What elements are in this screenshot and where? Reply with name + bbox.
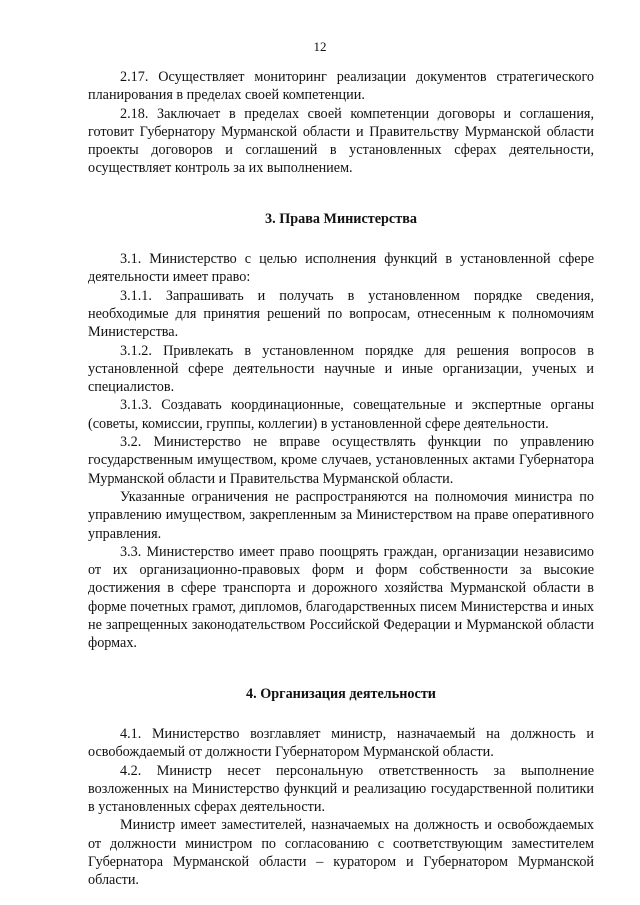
paragraph-2-18: 2.18. Заключает в пределах своей компетенции договоры и соглашения, готовит Губернатору Мурманской области и Правительству Мурманской области проекты договоров и соглашений в установленных сферах деятельности, осуществляет контроль за их выполнением. <box>88 105 594 177</box>
section-4-title: 4. Организация деятельности <box>246 685 436 702</box>
document-body <box>88 68 594 890</box>
paragraph-3-1-3: 3.1.3. Создавать координационные, совещательные и экспертные органы (советы, комиссии, группы, коллегии) в установленной сфере деятельности. <box>88 397 594 432</box>
paragraph-3-1-1: 3.1.1. Запрашивать и получать в установленном порядке сведения, необходимые для принятия решений по вопросам, отнесенным к полномочиям Министерства. <box>88 287 594 341</box>
paragraph-3-1: 3.1. Министерство с целью исполнения функций в установленной сфере деятельности имеет право: <box>88 251 594 286</box>
section-3-title: 3. Права Министерства <box>265 210 417 227</box>
paragraph-restrictions: Указанные ограничения не распространяются на полномочия министра по управлению имуществом, закрепленным за Министерством на праве оперативного управления. <box>88 488 594 542</box>
paragraph-4-2: 4.2. Министр несет персональную ответственность за выполнение возложенных на Министерство функций и реализацию государственной политики в установленных сферах деятельности. <box>88 762 594 816</box>
paragraph-3-3: 3.3. Министерство имеет право поощрять граждан, организации независимо от их организационно-правовых форм и форм собственности за высокие достижения в сфере транспорта и дорожного хозяйства Мурманской области в форме почетных грамот, дипломов, благодарственных писем Министерства и иных не запрещенных законодательством Российской Федерации и Мурманской области формах. <box>88 543 594 652</box>
paragraph-3-1-2: 3.1.2. Привлекать в установленном порядке для решения вопросов в установленной сфере деятельности научные и иные организации, ученых и специалистов. <box>88 342 594 396</box>
page-number: 12 <box>313 39 327 54</box>
paragraph-4-1: 4.1. Министерство возглавляет министр, назначаемый на должность и освобождаемый от должности Губернатором Мурманской области. <box>88 725 594 761</box>
paragraph-2-17: 2.17. Осуществляет мониторинг реализации документов стратегического планирования в пределах своей компетенции. <box>88 69 594 104</box>
paragraph-3-2: 3.2. Министерство не вправе осуществлять функции по управлению государственным имуществом, кроме случаев, установленных актами Губернатора Мурманской области и Правительства Мурманской области. <box>88 434 594 487</box>
paragraph-deputies: Министр имеет заместителей, назначаемых на должность и освобождаемых от должности министром по согласованию с соответствующим заместителем Губернатора Мурманской области – куратором и Губернатором Мурманской области. <box>88 817 594 889</box>
